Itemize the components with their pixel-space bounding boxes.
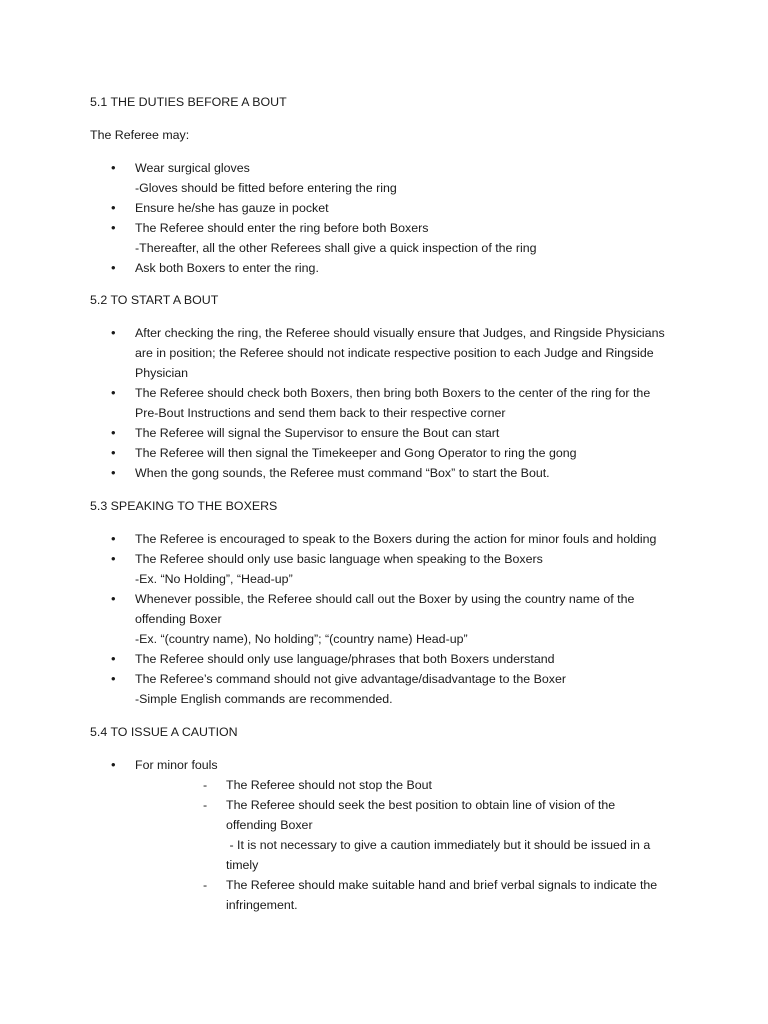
bullet-list-5-1	[0, 158, 768, 278]
bullet-icon: •	[111, 671, 116, 686]
bullet-icon: •	[111, 551, 116, 566]
list-item-text: Ask both Boxers to enter the ring.	[135, 261, 319, 275]
section-intro-5-1: The Referee may:	[90, 128, 190, 142]
bullet-list-5-3	[0, 529, 768, 709]
list-item-text: offending Boxer	[135, 612, 222, 626]
sublist-item	[0, 875, 676, 915]
list-item	[0, 755, 675, 915]
list-item-text: The Referee will then signal the Timekeeper and Gong Operator to ring the gong	[135, 446, 577, 460]
list-item	[0, 669, 675, 709]
bullet-icon: •	[111, 757, 116, 772]
dash-sublist	[135, 775, 675, 915]
section-heading-5-1: 5.1 THE DUTIES BEFORE A BOUT	[90, 95, 287, 109]
list-item-text: Whenever possible, the Referee should call out the Boxer by using the country name of the	[135, 592, 635, 606]
list-item-text: The Referee’s command should not give advantage/disadvantage to the Boxer	[135, 672, 566, 686]
bullet-icon: •	[111, 425, 116, 440]
list-item	[0, 549, 675, 589]
list-item-text: Ensure he/she has gauze in pocket	[135, 201, 329, 215]
bullet-icon: •	[111, 465, 116, 480]
bullet-icon: •	[111, 160, 116, 175]
list-item-text: The Referee is encouraged to speak to the Boxers during the action for minor fouls and holding	[135, 532, 657, 546]
sublist-item	[0, 795, 676, 875]
bullet-icon: •	[111, 325, 116, 340]
sublist-item-text: The Referee should make suitable hand and brief verbal signals to indicate the	[226, 878, 658, 892]
sublist-item-text: offending Boxer	[226, 818, 313, 832]
list-item-text: The Referee should only use basic language when speaking to the Boxers	[135, 552, 543, 566]
list-item-text: are in position; the Referee should not indicate respective position to each Judge and Ringside	[135, 346, 654, 360]
sublist-item-note: timely	[226, 858, 259, 872]
bullet-icon: •	[111, 200, 116, 215]
bullet-icon: •	[111, 531, 116, 546]
dash-icon: -	[203, 798, 208, 812]
dash-icon: -	[203, 778, 208, 792]
list-item	[0, 198, 675, 218]
list-item-text: Wear surgical gloves	[135, 161, 250, 175]
list-item	[0, 323, 675, 383]
bullet-icon: •	[111, 220, 116, 235]
bullet-icon: •	[111, 445, 116, 460]
list-item-text: When the gong sounds, the Referee must command “Box” to start the Bout.	[135, 466, 550, 480]
sublist-item-text: The Referee should seek the best position to obtain line of vision of the	[226, 798, 616, 812]
list-item-text: The Referee should check both Boxers, then bring both Boxers to the center of the ring for the	[135, 386, 651, 400]
section-heading-5-3: 5.3 SPEAKING TO THE BOXERS	[90, 499, 278, 513]
list-item	[0, 529, 675, 549]
sublist-item	[0, 775, 676, 795]
list-item-text: The Referee should enter the ring before both Boxers	[135, 221, 429, 235]
list-item-text: The Referee should only use language/phrases that both Boxers understand	[135, 652, 555, 666]
sublist-item-note: - It is not necessary to give a caution immediately but it should be issued in a	[226, 838, 651, 852]
list-item	[0, 443, 675, 463]
list-item	[0, 383, 675, 423]
list-item	[0, 218, 675, 258]
dash-icon: -	[203, 878, 208, 892]
bullet-icon: •	[111, 591, 116, 606]
bullet-list-5-2	[0, 323, 768, 483]
section-heading-5-4: 5.4 TO ISSUE A CAUTION	[90, 725, 238, 739]
list-item-note: -Ex. “(country name), No holding”; “(country name) Head-up”	[135, 632, 468, 646]
list-item-note: -Gloves should be fitted before entering the ring	[135, 181, 397, 195]
list-item-note: -Ex. “No Holding”, “Head-up”	[135, 572, 293, 586]
list-item-text: Pre-Bout Instructions and send them back to their respective corner	[135, 406, 506, 420]
list-item-text: Physician	[135, 366, 189, 380]
list-item-note: -Thereafter, all the other Referees shall give a quick inspection of the ring	[135, 241, 537, 255]
list-item	[0, 423, 675, 443]
list-item	[0, 258, 675, 278]
bullet-icon: •	[111, 385, 116, 400]
list-item-text: For minor fouls	[135, 758, 218, 772]
sublist-item-text: The Referee should not stop the Bout	[226, 778, 432, 792]
list-item-text: The Referee will signal the Supervisor to ensure the Bout can start	[135, 426, 500, 440]
list-item	[0, 463, 675, 483]
bullet-list-5-4	[0, 755, 768, 915]
list-item	[0, 649, 675, 669]
list-item	[0, 589, 675, 649]
sublist-item-text: infringement.	[226, 898, 298, 912]
list-item-text: After checking the ring, the Referee should visually ensure that Judges, and Ringside Physicians	[135, 326, 665, 340]
bullet-icon: •	[111, 651, 116, 666]
section-heading-5-2: 5.2 TO START A BOUT	[90, 293, 219, 307]
bullet-icon: •	[111, 260, 116, 275]
list-item	[0, 158, 675, 198]
list-item-note: -Simple English commands are recommended.	[135, 692, 393, 706]
